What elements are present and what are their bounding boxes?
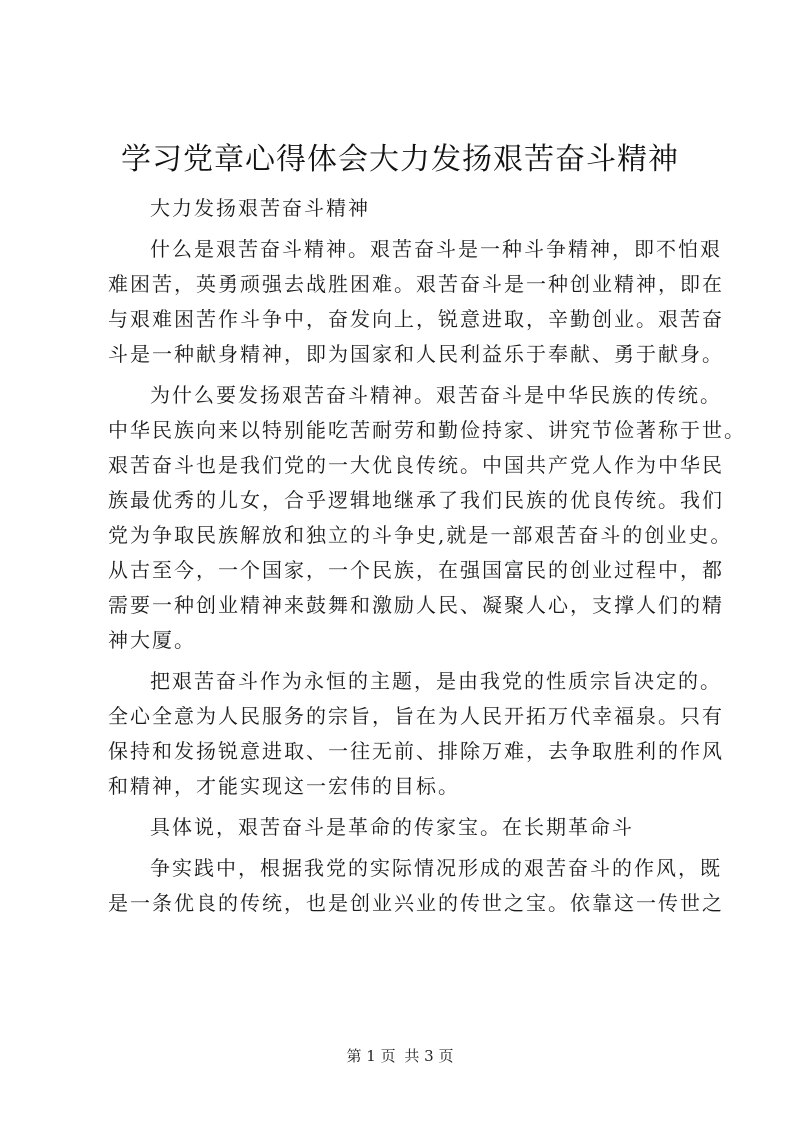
paragraph-line: 中华民族向来以特别能吃苦耐劳和勤俭持家、讲究节俭著称于世。 xyxy=(108,418,746,442)
paragraph-line: 与艰难困苦作斗争中，奋发向上，锐意进取，辛勤创业。艰苦奋 xyxy=(108,307,724,331)
paragraph-line: 和精神，才能实现这一宏伟的目标。 xyxy=(108,774,460,798)
paragraph-line: 党为争取民族解放和独立的斗争史,就是一部艰苦奋斗的创业史。 xyxy=(108,523,733,547)
paragraph-line: 具体说，艰苦奋斗是革命的传家宝。在长期革命斗 xyxy=(150,815,634,839)
paragraph-line: 为什么要发扬艰苦奋斗精神。艰苦奋斗是中华民族的传统。 xyxy=(150,383,722,407)
paragraph-line: 神大厦。 xyxy=(108,628,196,652)
paragraph-line: 艰苦奋斗也是我们党的一大优良传统。中国共产党人作为中华民 xyxy=(108,453,724,477)
paragraph-line: 保持和发扬锐意进取、一往无前、排除万难，去争取胜利的作风 xyxy=(108,739,724,763)
page-number: 第 1 页 xyxy=(346,1047,396,1065)
paragraph-line: 斗是一种献身精神，即为国家和人民利益乐于奉献、勇于献身。 xyxy=(108,342,724,366)
paragraph-line: 从古至今，一个国家，一个民族，在强国富民的创业过程中，都 xyxy=(108,558,724,582)
document-title: 学习党章心得体会大力发扬艰苦奋斗精神 xyxy=(121,142,679,177)
paragraph-line: 把艰苦奋斗作为永恒的主题，是由我党的性质宗旨决定的。 xyxy=(150,669,722,693)
paragraph-line: 是一条优良的传统，也是创业兴业的传世之宝。依靠这一传世之 xyxy=(108,891,724,915)
paragraph-line: 难困苦，英勇顽强去战胜困难。艰苦奋斗是一种创业精神，即在 xyxy=(108,272,724,296)
paragraph-line: 争实践中，根据我党的实际情况形成的艰苦奋斗的作风，既 xyxy=(150,856,722,880)
paragraph-line: 族最优秀的儿女，合乎逻辑地继承了我们民族的优良传统。我们 xyxy=(108,488,724,512)
paragraph-line: 全心全意为人民服务的宗旨，旨在为人民开拓万代幸福泉。只有 xyxy=(108,704,724,728)
paragraph-line: 需要一种创业精神来鼓舞和激励人民、凝聚人心，支撑人们的精 xyxy=(108,593,724,617)
document-body xyxy=(108,191,746,921)
page-total: 共 3 页 xyxy=(404,1047,454,1065)
page-footer xyxy=(0,1046,800,1066)
subtitle-line: 大力发扬艰苦奋斗精神 xyxy=(150,196,370,220)
paragraph-line: 什么是艰苦奋斗精神。艰苦奋斗是一种斗争精神，即不怕艰 xyxy=(150,237,722,261)
